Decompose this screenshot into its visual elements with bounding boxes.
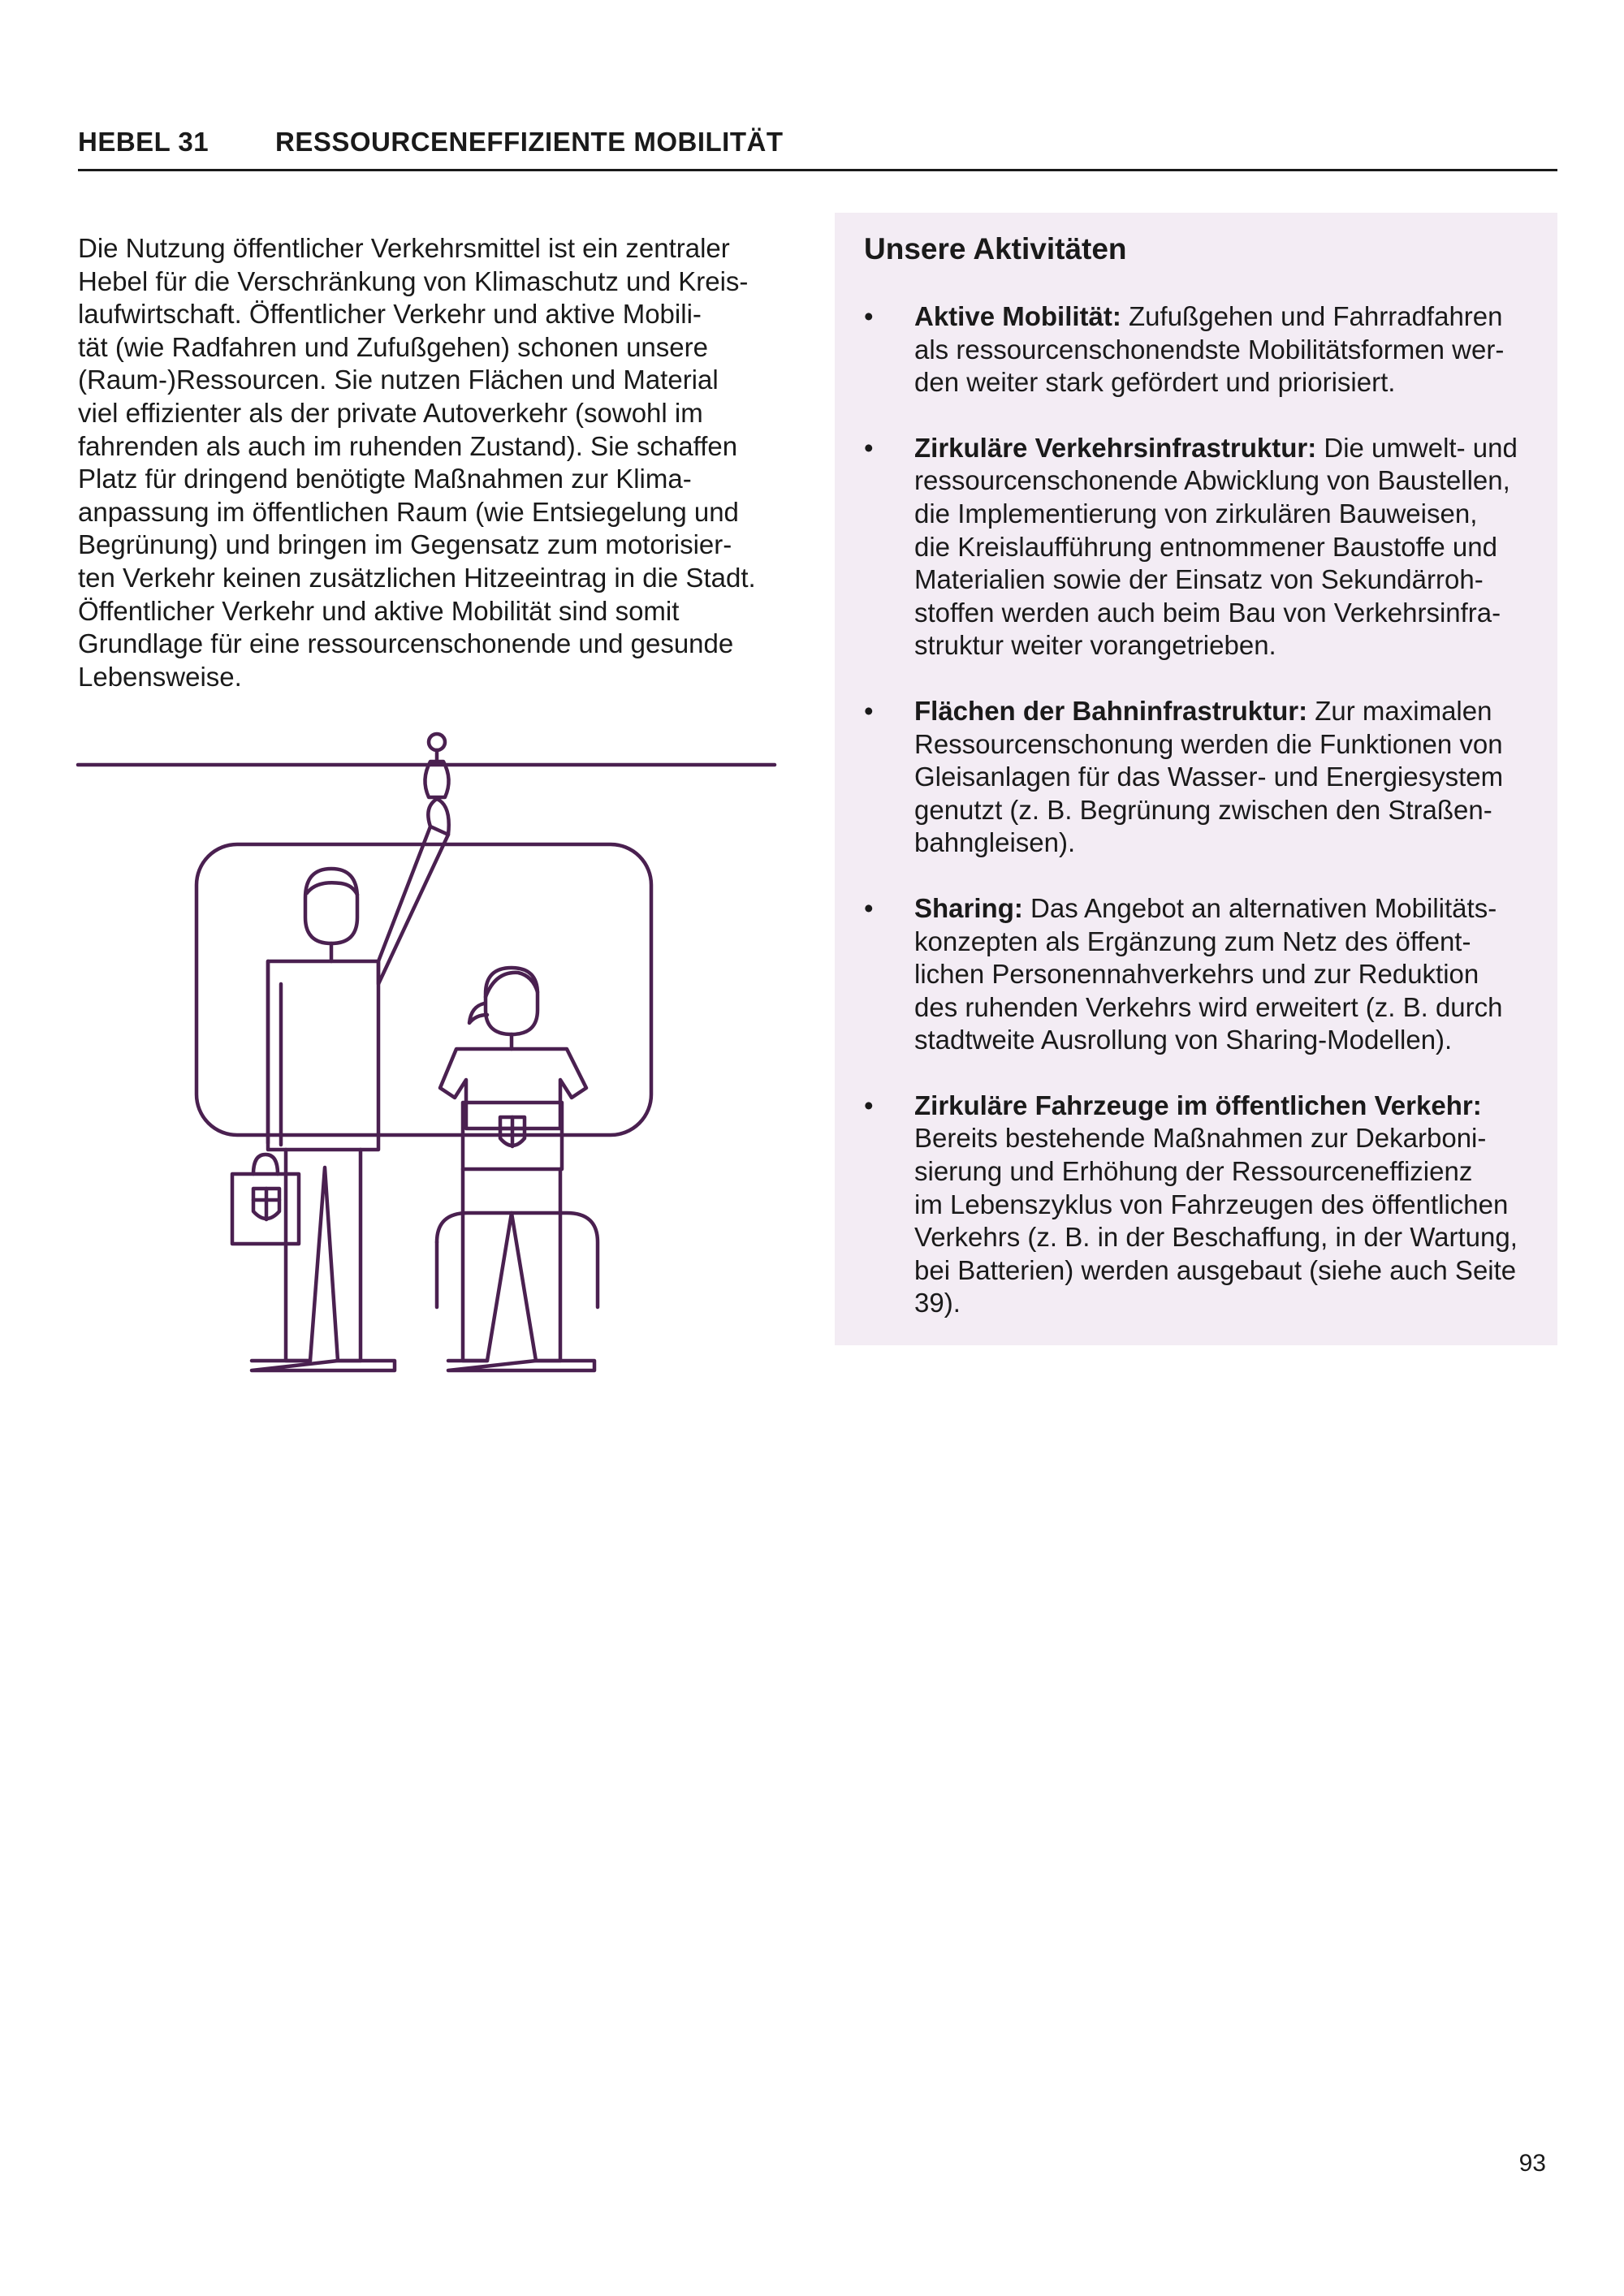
activity-item — [864, 1090, 1538, 1320]
seated-person-hair — [486, 973, 538, 997]
intro-line: laufwirtschaft. Öffentlicher Verkehr und aktive Mobili- — [78, 299, 702, 330]
activity-line: struktur weiter vorangetrieben. — [914, 630, 1276, 661]
activity-line: Materialien sowie der Einsatz von Sekundärroh- — [914, 564, 1484, 595]
activity-line: Verkehrs (z. B. in der Beschaffung, in der Wartung, — [914, 1222, 1518, 1253]
tram-passengers-illustration — [73, 723, 788, 1396]
strap-ring — [429, 734, 445, 750]
activity-line: bahngleisen). — [914, 827, 1076, 858]
activity-line: genutzt (z. B. Begrünung zwischen den Straßen- — [914, 794, 1492, 825]
activity-line: als ressourcenschonendste Mobilitätsformen wer- — [914, 334, 1505, 365]
intro-line: Lebensweise. — [78, 661, 242, 692]
activity-item — [864, 300, 1538, 399]
activity-line: sierung und Erhöhung der Ressourceneffizienz — [914, 1156, 1473, 1187]
activity-lead: Aktive Mobilität: — [914, 301, 1121, 331]
activity-line: Ressourcenschonung werden die Funktionen von — [914, 728, 1503, 759]
lever-title: RESSOURCENEFFIZIENTE MOBILITÄT — [275, 127, 784, 157]
activity-line: den weiter stark gefördert und priorisiert. — [914, 367, 1396, 398]
lever-number: HEBEL 31 — [78, 127, 209, 157]
intro-text — [78, 232, 809, 693]
activity-lead: Zirkuläre Fahrzeuge im öffentlichen Verkehr: — [914, 1090, 1482, 1120]
activity-line: stadtweite Ausrollung von Sharing-Modellen). — [914, 1025, 1453, 1055]
intro-line: Die Nutzung öffentlicher Verkehrsmittel ist ein zentraler — [78, 233, 730, 263]
bullet-icon: • — [864, 892, 874, 923]
activity-line: des ruhenden Verkehrs wird erweitert (z. B. durch — [914, 991, 1503, 1022]
bullet-icon: • — [864, 432, 874, 463]
bullet-icon: • — [864, 301, 874, 331]
intro-line: Grundlage für eine ressourcenschonende und gesunde — [78, 628, 734, 659]
intro-line: Öffentlicher Verkehr und aktive Mobilität sind somit — [78, 595, 680, 626]
activities-title: Unsere Aktivitäten — [864, 232, 1127, 265]
standing-person-raised-arm — [378, 826, 448, 984]
activity-line: Zufußgehen und Fahrradfahren — [1121, 301, 1503, 331]
activity-line: lichen Personennahverkehrs und zur Reduktion — [914, 959, 1479, 990]
standing-person-hair — [307, 883, 357, 895]
bullet-icon: • — [864, 1090, 874, 1120]
activities-list — [864, 300, 1538, 1353]
intro-paragraph — [78, 232, 809, 693]
intro-line: ten Verkehr keinen zusätzlichen Hitzeeintrag in die Stadt. — [78, 562, 756, 593]
activity-line: die Kreislaufführung entnommener Baustoffe und — [914, 531, 1497, 562]
standing-person-torso — [268, 961, 378, 1150]
activity-line: Das Angebot an alternativen Mobilitäts- — [1022, 892, 1497, 923]
standing-person-head — [305, 869, 357, 943]
activity-item — [864, 695, 1538, 860]
intro-line: Platz für dringend benötigte Maßnahmen zur Klima- — [78, 464, 692, 494]
activity-line: Die umwelt- und — [1316, 432, 1518, 463]
activity-line: Gleisanlagen für das Wasser- und Energiesystem — [914, 762, 1504, 792]
intro-line: (Raum-)Ressourcen. Sie nutzen Flächen und Material — [78, 365, 719, 395]
activity-item — [864, 432, 1538, 662]
intro-line: Begrünung) und bringen im Gegensatz zum motorisier- — [78, 529, 732, 560]
strap-handle — [425, 762, 448, 797]
seated-person-legs — [463, 1169, 560, 1361]
activity-item — [864, 892, 1538, 1057]
activity-lead: Zirkuläre Verkehrsinfrastruktur: — [914, 432, 1317, 463]
activity-lead: Sharing: — [914, 892, 1023, 923]
activity-line: bei Batterien) werden ausgebaut (siehe auch Seite — [914, 1254, 1517, 1285]
bullet-icon: • — [864, 695, 874, 726]
intro-line: fahrenden als auch im ruhenden Zustand). Sie schaffen — [78, 430, 738, 461]
activity-line: konzepten als Ergänzung zum Netz des öffent- — [914, 926, 1471, 956]
activity-line: Bereits bestehende Maßnahmen zur Dekarboni- — [914, 1123, 1487, 1154]
page-header — [78, 123, 1557, 171]
intro-line: viel effizienter als der private Autoverkehr (sowohl im — [78, 397, 703, 428]
intro-line: Hebel für die Verschränkung von Klimaschutz und Kreis- — [78, 265, 749, 296]
activity-line: stoffen werden auch beim Bau von Verkehrsinfra- — [914, 597, 1501, 628]
activity-lead: Flächen der Bahninfrastruktur: — [914, 695, 1308, 726]
seat — [437, 1213, 598, 1307]
activity-line: im Lebenszyklus von Fahrzeugen des öffentlichen — [914, 1189, 1509, 1219]
activity-line: 39). — [914, 1288, 961, 1318]
intro-line: tät (wie Radfahren und Zufußgehen) schonen unsere — [78, 331, 708, 362]
activities-panel — [835, 213, 1557, 1345]
activity-line: Zur maximalen — [1307, 695, 1492, 726]
intro-line: anpassung im öffentlichen Raum (wie Entsiegelung und — [78, 496, 739, 527]
activity-line: ressourcenschonende Abwicklung von Baustellen, — [914, 465, 1510, 496]
activity-line: die Implementierung von zirkulären Bauweisen, — [914, 498, 1478, 529]
page-number: 93 — [1518, 2150, 1546, 2177]
